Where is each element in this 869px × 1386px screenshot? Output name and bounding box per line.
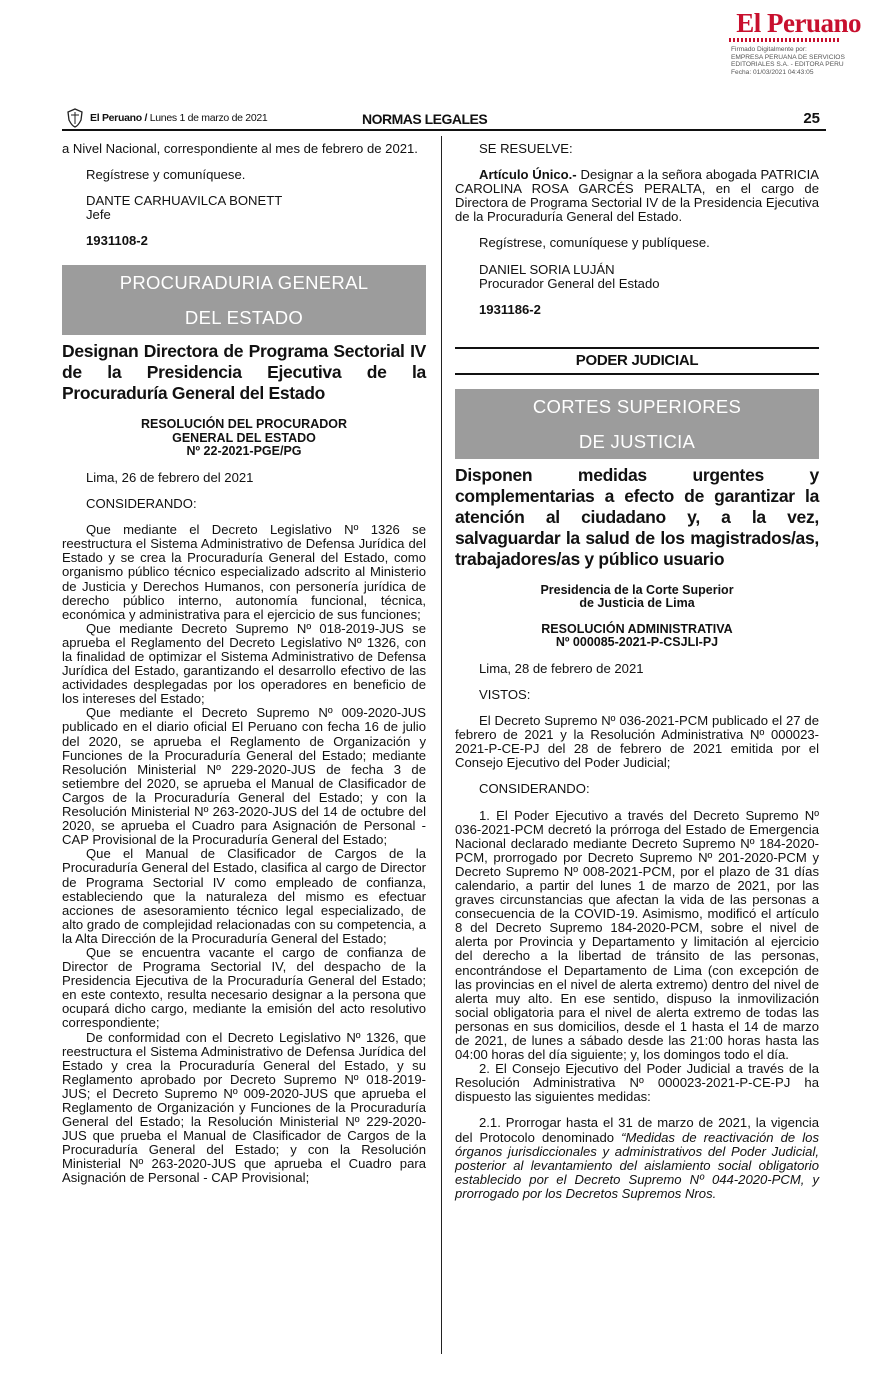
header-rule — [62, 129, 826, 131]
signature-line: Firmado Digitalmente por: — [731, 46, 807, 53]
issuer-line: de Justicia de Lima — [579, 596, 695, 611]
date-line: Lima, 26 de febrero del 2021 — [86, 469, 254, 485]
section-box-line: CORTES SUPERIORES — [532, 395, 742, 417]
paragraph-text: 2.1. Prorrogar hasta el 31 de marzo de 2021, la vigencia del Protocolo denominado — [455, 1115, 819, 1145]
resolution-line: RESOLUCIÓN DEL PROCURADOR — [140, 417, 348, 432]
signer-name: DANTE CARHUAVILCA BONETT — [86, 193, 283, 209]
header-section: NORMAS LEGALES — [362, 111, 488, 127]
publication-name: El Peruano — [90, 112, 142, 124]
resolution-line: Nº 22-2021-PGE/PG — [186, 444, 302, 459]
se-resuelve: SE RESUELVE: — [479, 141, 573, 156]
signer-name: DANIEL SORIA LUJÁN — [479, 261, 615, 277]
signature-line: EMPRESA PERUANA DE SERVICIOS — [731, 53, 845, 61]
resolution-line: GENERAL DEL ESTADO — [172, 430, 316, 445]
closing-text: Regístrese y comuníquese. — [86, 167, 246, 183]
section-box-line: DEL ESTADO — [184, 307, 304, 329]
article — [455, 168, 819, 224]
signer-role: Procurador General del Estado — [479, 275, 660, 291]
section-box — [455, 389, 819, 459]
resolution-heading — [62, 418, 426, 459]
page-number: 25 — [803, 110, 820, 127]
norm-title: Disponen medidas urgentes y complementarias a efecto de garantizar la atención al ciudadano y, a la vez, salvaguardar la salud de los magistrados/as, trabajadores/as y público usuario — [455, 464, 819, 569]
resolution-line: Nº 000085-2021-P-CSJLI-PJ — [555, 635, 719, 650]
publication-code: 1931186-2 — [479, 301, 541, 317]
paragraph-quote: “Medidas de reactivación de los órganos jurisdiccionales y administrativos del Poder Judicial, posterior al levantamiento del aislamiento social obligatorio establecido por el Decreto Supremo Nº 044-2020-PCM, y prorrogado por los Decretos Supremos Nros. — [455, 1129, 820, 1201]
norm-title: Designan Directora de Programa Sectorial IV de la Presidencia Ejecutiva de la Procuraduría General del Estado — [62, 341, 426, 404]
signature-line: Fecha: 01/03/2021 04:43:05 — [731, 68, 814, 76]
resolution-heading — [455, 623, 819, 650]
paragraph: Que se encuentra vacante el cargo de confianza de Director de Programa Sectorial IV, del despacho de la Presidencia Ejecutiva de la Procuraduría General del Estado; en este contexto, resulta necesario designar a la persona que ocupará dicho cargo, mediante la emisión del acto resolutivo correspondiente; — [62, 944, 426, 1031]
crest-icon — [66, 108, 84, 128]
issuer-line: Presidencia de la Corte Superior — [540, 582, 734, 597]
vistos-heading: VISTOS: — [479, 686, 531, 702]
right-column — [455, 142, 819, 1201]
header-publication: El Peruano / Lunes 1 de marzo de 2021 — [90, 112, 268, 124]
section-box-line: PROCURADURIA GENERAL — [119, 272, 369, 294]
paragraph — [455, 1116, 819, 1201]
closing-text: Regístrese, comuníquese y publíquese. — [479, 235, 710, 251]
signer-role: Jefe — [86, 207, 111, 223]
paragraph: 1. El Poder Ejecutivo a través del Decreto Supremo Nº 036-2021-PCM decretó la prórroga del Estado de Emergencia Nacional declarado mediante Decreto Supremo Nº 184-2020-PCM, prorrogado por Decreto Supremo Nº 201-2020-PCM y Decreto Supremo Nº 008-2021-PCM, por el plazo de 31 días calendario, a partir del lunes 1 de marzo de 2021, por las graves circunstancias que afectan la vida de las personas a consecuencia de la COVID-19. Asimismo, modificó el artículo 8 del Decreto Supremo 184-2020-PCM, sobre el nivel de alerta por Provincia y Departamento y limitación al ejercicio del derecho a la libertad de tránsito de las personas, encontrándose el Departamento de Lima (con excepción de las provincias en el nivel de alerta extremo) dentro del nivel de alerta muy alto. En ese sentido, dispuso la inmovilización social obligatoria para el nivel de alerta extremo de todas las personas en sus domicilios, desde el 1 hasta el 14 de marzo de 2021, de lunes a sábado desde las 21:00 horas hasta las 04:00 horas del día siguiente; y, los domingos todo el día. — [455, 807, 819, 1063]
article-label: Artículo Único.- — [479, 167, 577, 183]
paragraph: 2. El Consejo Ejecutivo del Poder Judicial a través de la Resolución Administrativa Nº 000023-2021-P-CE-PJ ha dispuesto las siguientes medidas: — [455, 1061, 819, 1105]
resolution-line: RESOLUCIÓN ADMINISTRATIVA — [541, 621, 733, 636]
header-date: Lunes 1 de marzo de 2021 — [149, 112, 268, 124]
paragraph: Que mediante Decreto Supremo Nº 018-2019-JUS se aprueba el Reglamento del Decreto Legislativo Nº 1326, con la finalidad de optimizar el Sistema Administrativo de Defensa Jurídica del Estado, garantizando el desarrollo efectivo de las actividades desplegadas por los operadores en beneficio de los intereses del Estado; — [62, 620, 426, 707]
column-divider — [441, 136, 442, 1354]
section-bar: PODER JUDICIAL — [455, 347, 819, 375]
paragraph: Que mediante el Decreto Supremo Nº 009-2020-JUS publicado en el diario oficial El Peruano con fecha 16 de julio del 2020, se aprueba el Reglamento de Organización y Funciones de la Procuraduría General del Estado; mediante Resolución Ministerial Nº 229-2020-JUS de fecha 3 de setiembre del 2020, se aprueba el Manual de Clasificador de Cargos de la Procuraduría General del Estado; y con la Resolución Ministerial Nº 263-2020-JUS del 14 de octubre del 2020, se aprueba el Cuadro para Asignación de Personal - CAP Provisional de la Procuraduría General del Estado; — [62, 705, 426, 848]
signature-line: EDITORIALES S.A. - EDITORA PERU — [731, 61, 844, 69]
paragraph: Que el Manual de Clasificador de Cargos de la Procuraduría General del Estado, clasifica al cargo de Director de Programa Sectorial IV como empleado de confianza, estableciendo que la naturaleza del mismo es efectuar acciones de asesoramiento técnico legal especializado, de alto grado de complejidad relacionadas con su competencia, a la Alta Dirección de la Procuraduría General del Estado; — [62, 846, 426, 946]
brand-logo: El Peruano — [736, 8, 861, 38]
left-column — [62, 142, 426, 1186]
intro-end: a Nivel Nacional, correspondiente al mes de febrero de 2021. — [62, 141, 418, 156]
page-header — [62, 108, 826, 130]
section-box-line: DE JUSTICIA — [578, 430, 696, 452]
paragraph: Que mediante el Decreto Legislativo Nº 1326 se reestructura el Sistema Administrativo de Defensa Jurídica del Estado y se crea la Procuraduría General del Estado, como organismo público técnico especializado adscrito al Ministerio de Justicia y Derechos Humanos, con personería jurídica de derecho público interno, autonomía funcional, técnica, económica y administrativa para el ejercicio de sus funciones; — [62, 522, 426, 622]
section-box — [62, 265, 426, 335]
brand-underline — [729, 38, 839, 42]
paragraph: El Decreto Supremo Nº 036-2021-PCM publicado el 27 de febrero de 2021 y la Resolución Administrativa Nº 000023-2021-P-CE-PJ del 28 de febrero de 2021 emitida por el Consejo Ejecutivo del Poder Judicial; — [455, 713, 819, 771]
digital-signature — [731, 46, 845, 76]
publication-code: 1931108-2 — [86, 233, 148, 249]
article-text: Designar a la señora abogada PATRICIA CAROLINA ROSA GARCÉS PERALTA, en el cargo de Directora de Programa Sectorial IV de la Presidencia Ejecutiva de la Procuraduría General del Estado. — [455, 167, 820, 225]
considerando-heading: CONSIDERANDO: — [479, 781, 590, 797]
date-line: Lima, 28 de febrero de 2021 — [479, 660, 644, 676]
paragraph: De conformidad con el Decreto Legislativo Nº 1326, que reestructura el Sistema Administrativo de Defensa Jurídica del Estado y crea la Procuraduría General del Estado, y su Reglamento aprobado por Decreto Supremo Nº 018-2019-JUS; el Decreto Supremo Nº 009-2020-JUS que aprueba el Reglamento de Organización y Funciones de la Procuraduría General del Estado; la Resolución Ministerial Nº 229-2020-JUS que prueba el Manual de Clasificador de Cargos de la Procuraduría General del Estado; y con la Resolución Ministerial Nº 263-2020-JUS que aprueba el Cuadro para Asignación de Personal - CAP Provisional; — [62, 1029, 426, 1186]
issuer-heading — [455, 584, 819, 611]
considerando-heading: CONSIDERANDO: — [86, 496, 197, 512]
